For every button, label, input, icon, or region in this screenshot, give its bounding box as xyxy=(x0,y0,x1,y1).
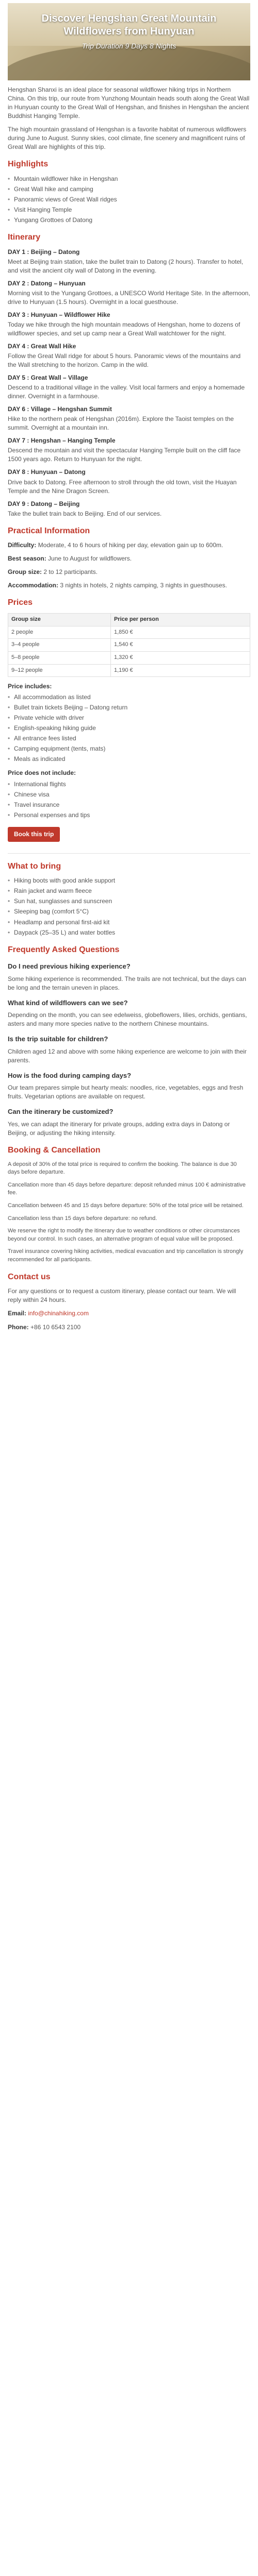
terms-paragraph: We reserve the right to modify the itinerary due to weather conditions or other circumstances beyond our control. In such cases, an alternative program of equal value will be proposed. xyxy=(8,1228,240,1242)
list-item: • Great Wall hike and camping xyxy=(8,185,250,194)
list-item: • Personal expenses and tips xyxy=(8,811,250,820)
level-value: Moderate, 4 to 6 hours of hiking per day, elevation gain up to 600m. xyxy=(38,541,223,549)
highlights-list xyxy=(8,175,250,225)
faq-answer: Depending on the month, you can see edelweiss, globeflowers, lilies, orchids, gentians, asters and many more species native to the northern Chinese mountains. xyxy=(8,1011,247,1028)
level-label: Difficulty: xyxy=(8,541,37,549)
day-text: Morning visit to the Yungang Grottoes, a UNESCO World Heritage Site. In the afternoon, drive to Hunyuan (1.5 hours). Overnight in a local guesthouse. xyxy=(8,289,250,306)
list-item: • Headlamp and personal first-aid kit xyxy=(8,918,250,927)
intro xyxy=(8,86,250,151)
itinerary-day xyxy=(8,374,250,401)
list-item: • Hiking boots with good ankle support xyxy=(8,876,250,885)
table-cell: 2 people xyxy=(8,626,111,639)
list-item: • Mountain wildflower hike in Hengshan xyxy=(8,175,250,183)
day-text: Take the bullet train back to Beijing. End of our services. xyxy=(8,510,162,517)
terms-paragraph: Cancellation more than 45 days before departure: deposit refunded minus 100 € administrative fee. xyxy=(8,1181,246,1196)
practical-season xyxy=(8,554,250,563)
table-header: Price per person xyxy=(110,614,250,626)
table-row xyxy=(8,626,250,639)
season-value: June to August for wildflowers. xyxy=(48,555,132,563)
excludes-heading: Price does not include: xyxy=(8,769,76,777)
list-item: • Chinese visa xyxy=(8,790,250,799)
terms-paragraph: A deposit of 30% of the total price is required to confirm the booking. The balance is due 30 days before departure. xyxy=(8,1161,237,1176)
table-row xyxy=(8,652,250,665)
day-heading: DAY 3 : Hunyuan – Wildflower Hike xyxy=(8,311,110,318)
practical-accommodation xyxy=(8,581,250,590)
itinerary-day xyxy=(8,248,250,275)
itinerary-day xyxy=(8,405,250,432)
table-cell: 1,540 € xyxy=(110,639,250,652)
faq-question: What kind of wildflowers can we see? xyxy=(8,998,128,1007)
faq-heading: Frequently Asked Questions xyxy=(8,945,120,954)
faq-question: Can the itinerary be customized? xyxy=(8,1108,114,1116)
faq-answer: Some hiking experience is recommended. The trails are not technical, but the days can be long and the terrain uneven in places. xyxy=(8,975,247,991)
day-heading: DAY 7 : Hengshan – Hanging Temple xyxy=(8,437,116,445)
excludes-list xyxy=(8,780,250,820)
gear-list xyxy=(8,876,250,937)
faq-answer: Our team prepares simple but hearty meals: noodles, rice, vegetables, eggs and fresh fruits. Vegetarian options are available on request. xyxy=(8,1084,244,1100)
practical-level xyxy=(8,541,250,550)
day-heading: DAY 6 : Village – Hengshan Summit xyxy=(8,405,112,413)
itinerary-day xyxy=(8,500,250,518)
contact-email-row xyxy=(8,1309,250,1318)
itinerary-heading: Itinerary xyxy=(8,233,41,242)
list-item: • Visit Hanging Temple xyxy=(8,206,250,214)
contact-phone-row xyxy=(8,1323,250,1332)
page-subtitle: Trip Duration 9 Days 8 Nights xyxy=(82,42,176,50)
list-item: • Yungang Grottoes of Datong xyxy=(8,216,250,225)
terms-paragraph: Cancellation between 45 and 15 days before departure: 50% of the total price will be retained. xyxy=(8,1202,244,1209)
email-link[interactable]: info@chinahiking.com xyxy=(28,1310,89,1317)
table-header: Group size xyxy=(8,614,111,626)
day-heading: DAY 4 : Great Wall Hike xyxy=(8,343,76,350)
day-text: Drive back to Datong. Free afternoon to stroll through the old town, visit the Huayan Temple and the Nine Dragon Screen. xyxy=(8,478,237,495)
faq-question: Is the trip suitable for children? xyxy=(8,1035,108,1043)
group-value: 2 to 12 participants. xyxy=(43,568,98,576)
faq-answer: Children aged 12 and above with some hiking experience are welcome to join with their parents. xyxy=(8,1047,247,1064)
page xyxy=(8,0,250,1332)
email-label: Email: xyxy=(8,1310,27,1317)
itinerary-day xyxy=(8,342,250,369)
faq-list xyxy=(8,962,250,1138)
intro-paragraph: The high mountain grassland of Hengshan is a favorite habitat of numerous wildflowers during June to August. Sunny skies, cool climate, fine scenery and magnificent ruins of Great Wall are highlights of this trip. xyxy=(8,126,247,151)
practical-heading: Practical Information xyxy=(8,526,90,535)
intro-paragraph: Hengshan Shanxi is an ideal place for seasonal wildflower hiking trips in Northern China. On this trip, our route from Yunzhong Mountain heads south along the Great Wall in Hunyuan county to the Great Wall of Hengshan, and finishes in Hengshan the ancient Buddhist Hanging Temple. xyxy=(8,86,250,120)
table-cell: 5–8 people xyxy=(8,652,111,665)
table-row xyxy=(8,664,250,677)
table-header-row xyxy=(8,614,250,626)
terms-section xyxy=(8,1161,250,1264)
price-table xyxy=(8,613,250,677)
list-item: • Sun hat, sunglasses and sunscreen xyxy=(8,897,250,906)
table-cell: 1,850 € xyxy=(110,626,250,639)
day-text: Hike to the northern peak of Hengshan (2016m). Explore the Taoist temples on the summit. Overnight at a mountain inn. xyxy=(8,415,234,432)
list-item: • International flights xyxy=(8,780,250,789)
itinerary-day xyxy=(8,279,250,307)
banner-title-wrap xyxy=(8,12,250,52)
list-item: • Daypack (25–35 L) and water bottles xyxy=(8,928,250,937)
season-label: Best season: xyxy=(8,555,46,563)
day-text: Descend the mountain and visit the spectacular Hanging Temple built on the cliff face 1500 years ago. Return to Hunyuan for the night. xyxy=(8,447,241,463)
list-item: • Travel insurance xyxy=(8,801,250,809)
list-item: • Rain jacket and warm fleece xyxy=(8,887,250,895)
highlights-heading: Highlights xyxy=(8,160,49,169)
terms-paragraph: Travel insurance covering hiking activities, medical evacuation and trip cancellation is strongly recommended for all participants. xyxy=(8,1248,244,1263)
table-cell: 1,320 € xyxy=(110,652,250,665)
divider xyxy=(8,853,250,854)
itinerary-day xyxy=(8,311,250,338)
day-text: Today we hike through the high mountain meadows of Hengshan, home to dozens of wildflower species, and set up camp near a Great Wall watchtower for the night. xyxy=(8,321,240,337)
phone-value: +86 10 6543 2100 xyxy=(30,1323,81,1331)
faq-answer: Yes, we can adapt the itinerary for private groups, adding extra days in Datong or Beijing, or adjusting the hiking intensity. xyxy=(8,1120,230,1137)
practical-group xyxy=(8,568,250,577)
list-item: • Panoramic views of Great Wall ridges xyxy=(8,195,250,204)
day-text: Meet at Beijing train station, take the bullet train to Datong (2 hours). Transfer to hotel, and visit the ancient city wall of Datong in the evening. xyxy=(8,258,244,274)
table-cell: 1,190 € xyxy=(110,664,250,677)
table-row xyxy=(8,639,250,652)
list-item: • Sleeping bag (comfort 5°C) xyxy=(8,907,250,916)
gear-heading: What to bring xyxy=(8,861,61,871)
day-heading: DAY 9 : Datong – Beijing xyxy=(8,500,80,507)
list-item: • Bullet train tickets Beijing – Datong return xyxy=(8,703,250,712)
table-cell: 3–4 people xyxy=(8,639,111,652)
day-heading: DAY 8 : Hunyuan – Datong xyxy=(8,468,86,476)
contact-section xyxy=(8,1287,250,1331)
faq-question: How is the food during camping days? xyxy=(8,1071,132,1079)
contact-text: For any questions or to request a custom itinerary, please contact our team. We will reply within 24 hours. xyxy=(8,1287,236,1304)
faq-question: Do I need previous hiking experience? xyxy=(8,962,131,971)
terms-heading: Booking & Cancellation xyxy=(8,1145,101,1155)
list-item: • Private vehicle with driver xyxy=(8,714,250,722)
day-heading: DAY 5 : Great Wall – Village xyxy=(8,374,88,382)
list-item: • Meals as indicated xyxy=(8,755,250,764)
phone-label: Phone: xyxy=(8,1323,29,1331)
day-heading: DAY 2 : Datong – Hunyuan xyxy=(8,279,86,287)
list-item: • All accommodation as listed xyxy=(8,693,250,702)
terms-paragraph: Cancellation less than 15 days before departure: no refund. xyxy=(8,1215,157,1222)
prices-heading: Prices xyxy=(8,598,33,607)
contact-heading: Contact us xyxy=(8,1272,51,1281)
hero-banner xyxy=(8,3,250,80)
day-heading: DAY 1 : Beijing – Datong xyxy=(8,248,80,256)
table-cell: 9–12 people xyxy=(8,664,111,677)
itinerary-day xyxy=(8,468,250,495)
accommodation-label: Accommodation: xyxy=(8,582,59,589)
day-text: Descend to a traditional village in the valley. Visit local farmers and enjoy a homemade dinner. Overnight in a farmhouse. xyxy=(8,384,245,400)
group-label: Group size: xyxy=(8,568,42,576)
list-item: • English-speaking hiking guide xyxy=(8,724,250,733)
itinerary-day xyxy=(8,436,250,464)
day-text: Follow the Great Wall ridge for about 5 hours. Panoramic views of the mountains and the Wall stretching to the horizon. Camp in the wild. xyxy=(8,352,241,369)
book-trip-button[interactable]: Book this trip xyxy=(8,827,60,842)
list-item: • Camping equipment (tents, mats) xyxy=(8,744,250,753)
page-title: Discover Hengshan Great Mountain Wildflowers from Hunyuan xyxy=(41,13,217,37)
itinerary-list xyxy=(8,248,250,518)
includes-heading: Price includes: xyxy=(8,683,52,690)
accommodation-value: 3 nights in hotels, 2 nights camping, 3 nights in guesthouses. xyxy=(60,582,227,589)
list-item: • All entrance fees listed xyxy=(8,734,250,743)
includes-list xyxy=(8,693,250,764)
